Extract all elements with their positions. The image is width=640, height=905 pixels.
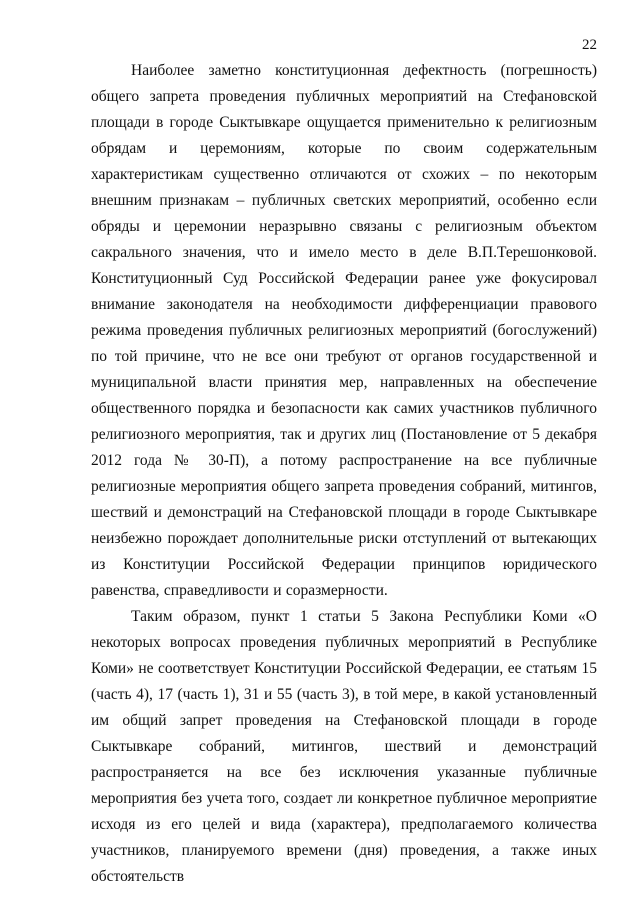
- page-number: 22: [582, 37, 597, 53]
- document-body: [91, 58, 597, 890]
- paragraph-2: Таким образом, пункт 1 статьи 5 Закона Республики Коми «О некоторых вопросах проведения публичных мероприятий в Республике Коми» не соответствует Конституции Российской Федерации, ее статьям 15 (часть 4), 17 (часть 1), 31 и 55 (часть 3), в той мере, в какой установленный им общий запрет проведения на Стефановской площади в городе Сыктывкаре собраний, митингов, шествий и демонстраций распространяется на все без исключения указанные публичные мероприятия без учета того, создает ли конкретное публичное мероприятие исходя из его целей и вида (характера), предполагаемого количества участников, планируемого времени (дня) проведения, а также иных обстоятельств: [91, 608, 597, 885]
- paragraph-1: Наиболее заметно конституционная дефектность (погрешность) общего запрета проведения публичных мероприятий на Стефановской площади в городе Сыктывкаре ощущается применительно к религиозным обрядам и церемониям, которые по своим содержательным характеристикам существенно отличаются от схожих – по некоторым внешним признакам – публичных светских мероприятий, особенно если обряды и церемонии неразрывно связаны с религиозным объектом сакрального значения, что и имело место в деле В.П.Терешонковой. Конституционный Суд Российской Федерации ранее уже фокусировал внимание законодателя на необходимости дифференциации правового режима проведения публичных религиозных мероприятий (богослужений) по той причине, что не все они требуют от органов государственной и муниципальной власти принятия мер, направленных на обеспечение общественного порядка и безопасности как самих участников публичного религиозного мероприятия, так и других лиц (Постановление от 5 декабря 2012 года № 30-П), а потому распространение на все публичные религиозные мероприятия общего запрета проведения собраний, митингов, шествий и демонстраций на Стефановской площади в городе Сыктывкаре неизбежно порождает дополнительные риски отступлений от вытекающих из Конституции Российской Федерации принципов юридического равенства, справедливости и соразмерности.: [91, 62, 597, 599]
